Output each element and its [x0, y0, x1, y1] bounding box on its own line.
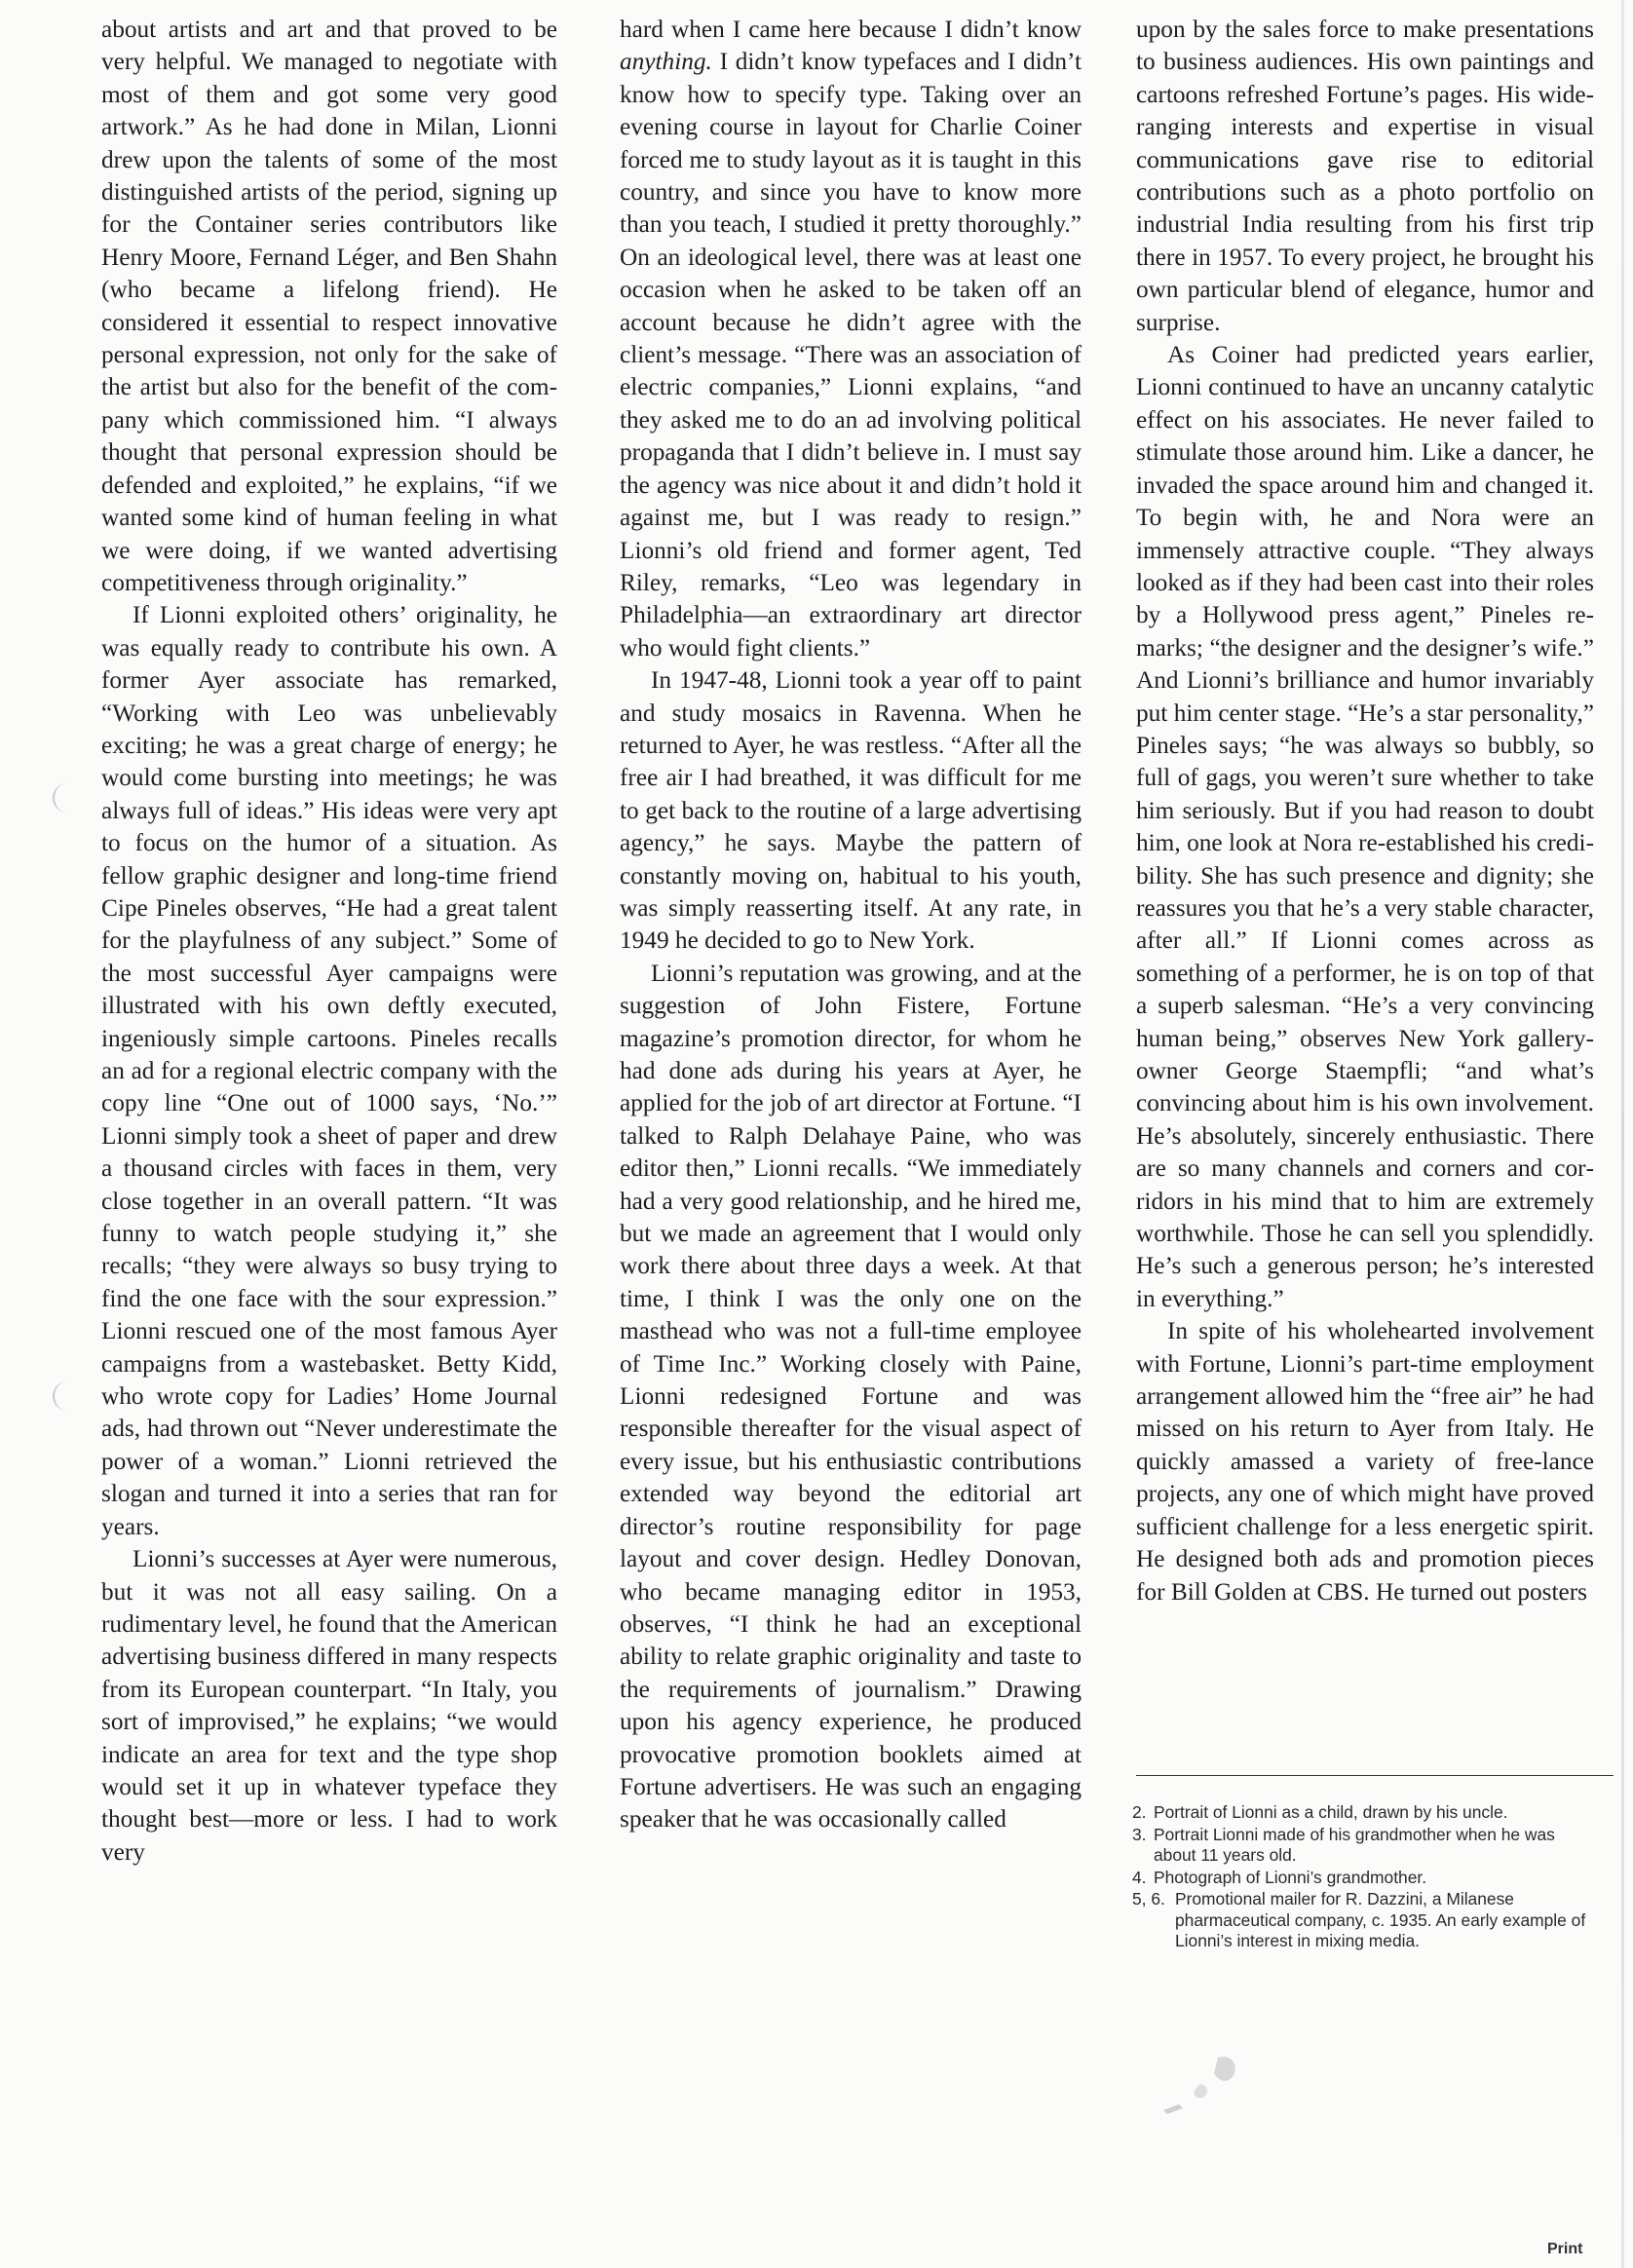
caption-number: 2. — [1132, 1802, 1147, 1822]
caption-text: Portrait Lionni made of his grandmother when he was about 11 years old. — [1154, 1824, 1555, 1865]
figure-captions — [1132, 1802, 1600, 1953]
paragraph: Lionni’s successes at Ayer were numerous, but it was not all easy sailing. On a rudimentary level, he found that the American advertising business differed in many respects from its European counterpart. “In Italy, you sort of improvised,” he explains; “we would indicate an area for text and the type shop would set it up in whatever typeface they thought best—more or less. I had to work very — [101, 1545, 557, 1866]
paragraph: If Lionni exploited others’ originality, he was equally ready to contribute his own. A former Ayer associate has remarked, “Working with Leo was unbelievably exciting; he was a great charge of energy; he would come bursting into meetings; he was always full of ideas.” His ideas were very apt to focus on the humor of a situation. As fellow graphic designer and long-time friend Cipe Pineles observes, “He had a great talent for the playfulness of any subject.” Some of the most successful Ayer campaigns were illustrated with his own deftly executed, ingeniously simple cartoons. Pineles recalls an ad for a regional electric company with the copy line “One out of 1000 says, ‘No.’” Lionni simply took a sheet of paper and drew a thousand circles with faces in them, very close together in an overall pattern. “It was funny to watch people studying it,” she recalls; “they were always so busy trying to find the one face with the sour expression.” Lionni rescued one of the most famous Ayer campaigns from a wastebasket. Betty Kidd, who wrote copy for Ladies’ Home Journal ads, had thrown out “Never underestimate the power of a woman.” Lionni retrieved the slogan and turned it into a series that ran for years. — [101, 601, 557, 1540]
caption-item — [1132, 1802, 1600, 1824]
paragraph — [620, 14, 1082, 664]
ink-smudge — [1150, 2046, 1257, 2124]
caption-item — [1132, 1868, 1600, 1889]
running-footer: Print — [1547, 2241, 1583, 2257]
caption-text: Promotional mailer for R. Dazzini, a Milanese pharmaceutical company, c. 1935. An early example of Lionni’s interest in mixing media. — [1175, 1889, 1586, 1950]
paragraph-text: I didn’t know typefaces and I didn’t know how to specify type. Taking over an evening course in layout for Charlie Coiner forced me to study layout as it is taught in this country, and since you have to know more than you teach, I studied it pretty thoroughly.” On an ideological level, there was at least one occasion when he asked to be taken off an account because he didn’t agree with the client’s message. “There was an association of electric companies,” Lionni explains, “and they asked me to do an ad involving political propaganda that I didn’t believe in. I must say the agency was nice about it and didn’t hold it against me, but I was ready to resign.” Lionni’s old friend and former agent, Ted Riley, remarks, “Leo was legendary in Philadelphia—an extraordinary art director who would fight clients.” — [620, 48, 1082, 662]
paragraph: In spite of his wholehearted involvement with Fortune, Lionni’s part-time employment arrangement allowed him the “free air” he had missed on his return to Ayer from Italy. He quickly amassed a variety of free-lance projects, any one of which might have proved sufficient challenge for a less energetic spirit. He designed both ads and promotion pieces for Bill Golden at CBS. He turned out posters — [1136, 1317, 1594, 1606]
paragraph: Lionni’s reputation was growing, and at the suggestion of John Fistere, Fortune magazine’s promotion director, for whom he had done ads during his years at Ayer, he applied for the job of art director at Fortune. “I talked to Ralph Delahaye Paine, who was editor then,” Lionni recalls. “We immediately had a very good relationship, and he hired me, but we made an agreement that I would only work there about three days a week. At that time, I think I was the only one on the masthead who was not a full-time employee of Time Inc.” Working closely with Paine, Lionni redesigned Fortune and was responsible thereafter for the visual aspect of every issue, but his enthusiastic contributions extended way beyond the editorial art director’s routine responsibility for page layout and cover design. Hedley Donovan, who became managing editor in 1953, observes, “I think he had an exceptional ability to relate graphic originality and taste to the requirements of journalism.” Drawing upon his agency experience, he produced provocative promotion booklets aimed at Fortune advertisers. He was such an engaging speaker that he was occasionally called — [620, 959, 1082, 1833]
page-edge — [1621, 0, 1624, 2268]
binder-hole-mark — [53, 783, 82, 813]
caption-number: 3. — [1132, 1824, 1147, 1844]
paragraph-text: hard when I came here because I didn’t know — [620, 16, 1082, 43]
binder-hole-mark — [53, 1381, 82, 1411]
paragraph: In 1947-48, Lionni took a year off to paint and study mosaics in Ravenna. When he returned to Ayer, he was restless. “After all the free air I had breathed, it was difficult for me to get back to the routine of a large advertising agency,” he says. Maybe the pattern of constantly moving on, habitual to his youth, was simply reasserting itself. At any rate, in 1949 he decided to go to New York. — [620, 666, 1082, 955]
paragraph: about artists and art and that proved to be very helpful. We managed to negotiate with most of them and got some very good artwork.” As he had done in Milan, Lionni drew upon the talents of some of the most distinguished artists of the period, signing up for the Container series contributors like Henry Moore, Fernand Léger, and Ben Shahn (who became a lifelong friend). He considered it essential to respect innovative personal expression, not only for the sake of the artist but also for the benefit of the company which commissioned him. “I always thought that personal expression should be defended and exploited,” he explains, “if we wanted some kind of human feeling in what we were doing, if we wanted advertising competitiveness through originality.” — [101, 16, 557, 596]
caption-text: Portrait of Lionni as a child, drawn by his uncle. — [1154, 1802, 1508, 1822]
caption-divider — [1136, 1775, 1614, 1776]
caption-text: Photograph of Lionni’s grandmother. — [1154, 1867, 1427, 1887]
text-column-2 — [620, 14, 1082, 1836]
text-column-1 — [101, 14, 557, 1869]
paragraph: upon by the sales force to make presentations to business audiences. His own paintings and cartoons refreshed Fortune’s pages. His wide-ranging interests and expertise in visual communications gave rise to editorial contributions such as a photo portfolio on industrial India resulting from his first trip there in 1957. To every project, he brought his own particular blend of elegance, humor and surprise. — [1136, 16, 1594, 336]
paragraph: As Coiner had predicted years earlier, Lionni continued to have an uncanny catalytic effect on his associates. He never failed to stimulate those around him. Like a dancer, he invaded the space around him and changed it. To begin with, he and Nora were an immensely attractive couple. “They always looked as if they had been cast into their roles by a Hollywood press agent,” Pineles remarks; “the designer and the designer’s wife.” And Lionni’s brilliance and humor invariably put him center stage. “He’s a star personality,” Pineles says; “he was always so bubbly, so full of gags, you weren’t sure whether to take him seriously. But if you had reason to doubt him, one look at Nora re-established his credibility. She has such presence and dignity; she reassures you that he’s a very stable character, after all.” If Lionni comes across as something of a performer, he is on top of that a superb salesman. “He’s a very convincing human being,” observes New York gallery-owner George Staempfli; “and what’s convincing about him is his own involvement. He’s absolutely, sincerely enthusiastic. There are so many channels and corners and corridors in his mind that to him are extremely worthwhile. Those he can sell you splendidly. He’s such a generous person; he’s interested in everything.” — [1136, 341, 1594, 1312]
caption-number: 5, 6. — [1132, 1889, 1165, 1909]
emphasis-text: anything. — [620, 48, 712, 76]
caption-item — [1132, 1825, 1600, 1867]
caption-number: 4. — [1132, 1867, 1147, 1887]
caption-item — [1132, 1889, 1600, 1952]
text-column-3 — [1136, 14, 1594, 1608]
